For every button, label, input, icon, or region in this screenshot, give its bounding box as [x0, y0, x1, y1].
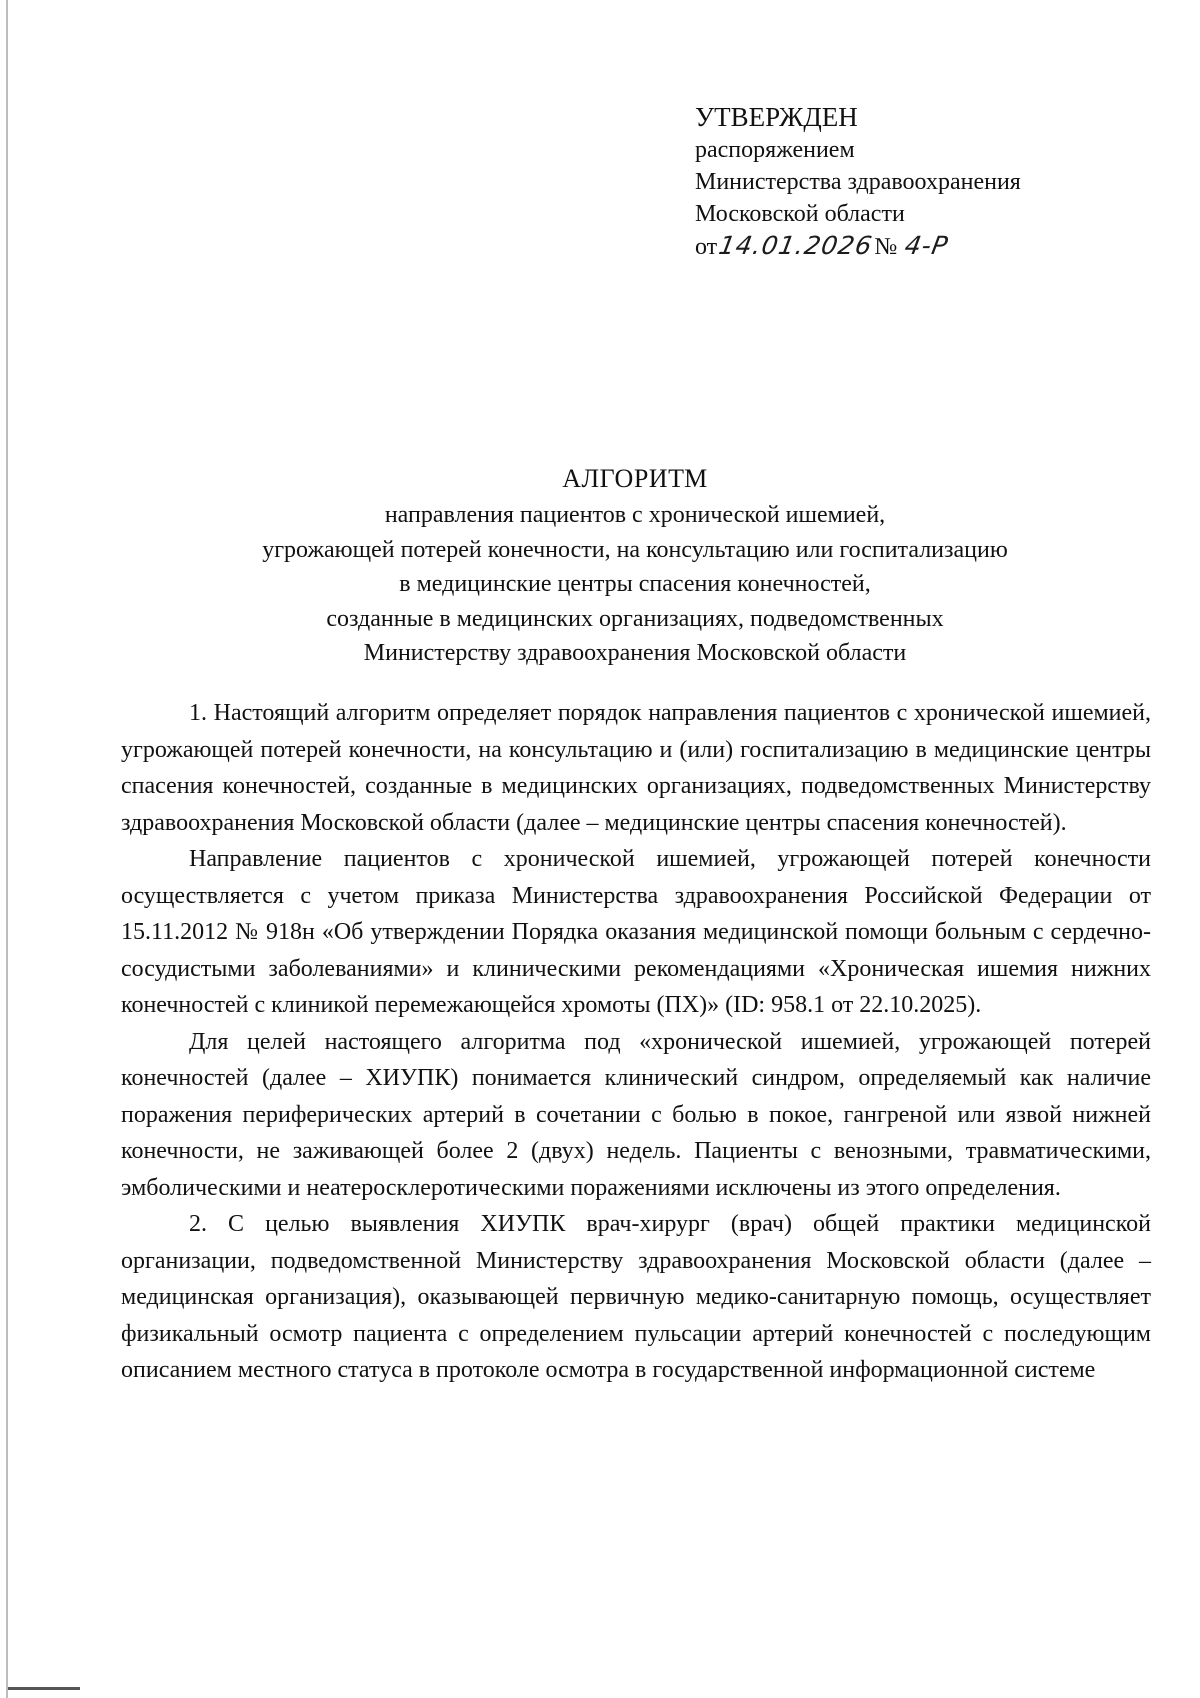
paragraph: Направление пациентов с хронической ишемией, угрожающей потерей конечности осуществляется с учетом приказа Министерства здравоохранения Российской Федерации от 15.11.2012 № 918н «Об утверждении Порядка оказания медицинской помощи больным с сердечно-сосудистыми заболеваниями» и клиническими рекомендациями «Хроническая ишемия нижних конечностей с клиникой перемежающейся хромоты (ПХ)» (ID: 958.1 от 22.10.2025). [121, 846, 1151, 1018]
subtitle-line: угрожающей потерей конечности, на консультацию или госпитализацию [262, 536, 1008, 563]
scan-edge-line [6, 0, 8, 1698]
approval-stamp [695, 100, 1155, 263]
approval-title: УТВЕРЖДЕН [695, 102, 858, 132]
document-subtitle [120, 498, 1150, 671]
document-title: АЛГОРИТМ [562, 464, 708, 493]
paragraph: Для целей настоящего алгоритма под «хронической ишемией, угрожающей потерей конечностей (далее – ХИУПК) понимается клинический синдром, определяемый как наличие поражения периферических артерий в сочетании с болью в покое, гангреной или язвой нижней конечности, не заживающей более 2 (двух) недель. Пациенты с венозными, травматическими, эмболическими и неатеросклеротическими поражениями исключены из этого определения. [121, 1028, 1151, 1201]
number-sign: № [874, 234, 898, 260]
document-body [121, 695, 1151, 1389]
subtitle-line: в медицинские центры спасения конечностей, [399, 571, 871, 597]
subtitle-line: направления пациентов с хронической ишемией, [384, 502, 886, 528]
handwritten-number: 4-Р [902, 231, 951, 260]
subtitle-line: созданные в медицинских организациях, подведомственных [326, 605, 944, 632]
subtitle-line: Министерству здравоохранения Московской области [363, 640, 907, 666]
scan-bottom-mark [8, 1687, 80, 1690]
approval-date-line [695, 230, 1155, 263]
paragraph: 2. С целью выявления ХИУПК врач-хирург (врач) общей практики медицинской организации, подведомственной Министерству здравоохранения Московской области (далее – медицинская организация), оказывающей первичную медико-санитарную помощь, осуществляет физикальный осмотр пациента с определением пульсации артерий конечностей с последующим описанием местного статуса в протоколе осмотра в государственной информационной системе [121, 1211, 1151, 1383]
approval-line-3: Московской области [695, 201, 905, 227]
date-prefix: от [695, 234, 718, 260]
handwritten-date: 14.01.2026 [716, 231, 875, 260]
approval-line-2: Министерства здравоохранения [695, 169, 1021, 195]
paragraph: 1. Настоящий алгоритм определяет порядок направления пациентов с хронической ишемией, угрожающей потерей конечности, на консультацию и (или) госпитализацию в медицинские центры спасения конечностей, созданные в медицинских организациях, подведомственных Министерству здравоохранения Московской области (далее – медицинские центры спасения конечностей). [121, 700, 1151, 836]
approval-line-1: распоряжением [695, 137, 855, 163]
